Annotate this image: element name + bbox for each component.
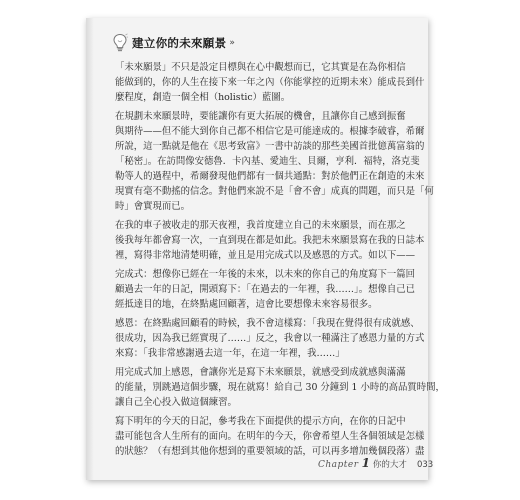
text-line: 勒等人的過程中，希爾發現他們都有一個共通點：對於他們正在創造的未來 (115, 171, 425, 182)
text-line: 經抵達目的地，在終點處回顧著，這會比要想像未來容易很多。 (115, 299, 378, 310)
text-line: 來寫：「我非常感謝過去這一年，在這一年裡，我……」 (115, 348, 345, 359)
text-line: 在規劃未來願景時，要能讓你有更大拓展的機會，且讓你自己感到振奮 (115, 111, 406, 122)
text-line: 很成功，因為我已經實現了……」反之，我會以一種滿注了感恩力量的方式 (115, 333, 425, 344)
page-spine-shadow (86, 18, 94, 480)
paragraph (115, 218, 425, 263)
chapter-label: Chapter (318, 460, 359, 470)
page-number: 033 (416, 460, 434, 470)
text-line: 完成式：想像你已經在一年後的未來，以未來的你自己的角度寫下一篇回 (115, 269, 416, 280)
text-line: 「秘密」。在訪問像安德魯．卡內基、愛迪生、貝爾，亨利．福特，洛克斐 (115, 156, 420, 167)
body-text (115, 60, 445, 459)
text-line: 在我的車子被收走的那天夜裡，我首度建立自己的未來願景，而在那之 (115, 220, 406, 231)
text-line: 的能量，別跳過這個步驟，現在就寫！給自己 30 分鐘到 1 小時的高品質時間， (115, 382, 445, 393)
text-line: 寫下明年的今天的日記，參考我在下面提供的提示方向，在你的日記中 (115, 416, 406, 427)
paragraph (115, 316, 425, 361)
paragraph (115, 267, 416, 312)
chapter-number: 1 (361, 456, 370, 470)
text-line: 用完成式加上感恩，會讓你光是寫下未來願景，就感受到成就感與滿滿 (115, 367, 406, 378)
text-line: 顧過去一年的日記，開頭寫下：「在過去的一年裡，我……」。想像自己已 (115, 284, 415, 295)
paragraph (115, 60, 425, 105)
text-line: 「未來願景」不只是設定目標與在心中觀想而已，它其實是在為你相信 (115, 62, 406, 73)
paragraph (115, 109, 434, 214)
lightbulb-icon (112, 33, 128, 53)
text-line: 麼程度，創造一個全相（holistic）藍圖。 (115, 92, 291, 103)
section-title: 建立你的未來願景 (132, 36, 227, 50)
paragraph (115, 414, 425, 459)
paragraph (115, 365, 445, 410)
text-line: 後我每年都會寫一次，一直到現在都是如此。我把未來願景寫在我的日誌本 (115, 235, 425, 246)
text-line: 的狀態？（有想到其他你想到的重要領域的話，可以再多增加幾個段落）盡 (115, 446, 425, 457)
chapter-title: 你的大才 (372, 460, 407, 470)
text-line: 能做到的，你的人生在接下來一年之內（你能掌控的近期未來）能成長到什 (115, 77, 425, 88)
text-line: 讓自己全心投入做這個練習。 (115, 397, 237, 408)
text-line: 現實有毫不動搖的信念。對他們來說不是「會不會」成真的問題，而只是「何 (115, 186, 434, 197)
text-line: 所說，這一點就是他在《思考致富》一書中訪談的那些美國首批億萬富翁的 (115, 141, 425, 152)
section-heading (112, 34, 235, 52)
text-line: 時」會實現而已。 (115, 201, 191, 212)
text-line: 與期待——但不能大到你自己都不相信它是可能達成的。根據李破睿，希爾 (115, 126, 425, 137)
page-footer (318, 456, 433, 470)
text-line: 感恩：在終點處回顧看的時候，我不會這樣寫：「我現在覺得很有成就感、 (115, 318, 420, 329)
text-line: 裡，寫得非常地清楚明確，並且是用完成式以及感恩的方式。如以下—— (115, 250, 416, 261)
double-arrow-icon: » (229, 38, 235, 48)
text-line: 盡可能包含人生所有的面向。在明年的今天，你會希望人生各個領域是怎樣 (115, 431, 425, 442)
